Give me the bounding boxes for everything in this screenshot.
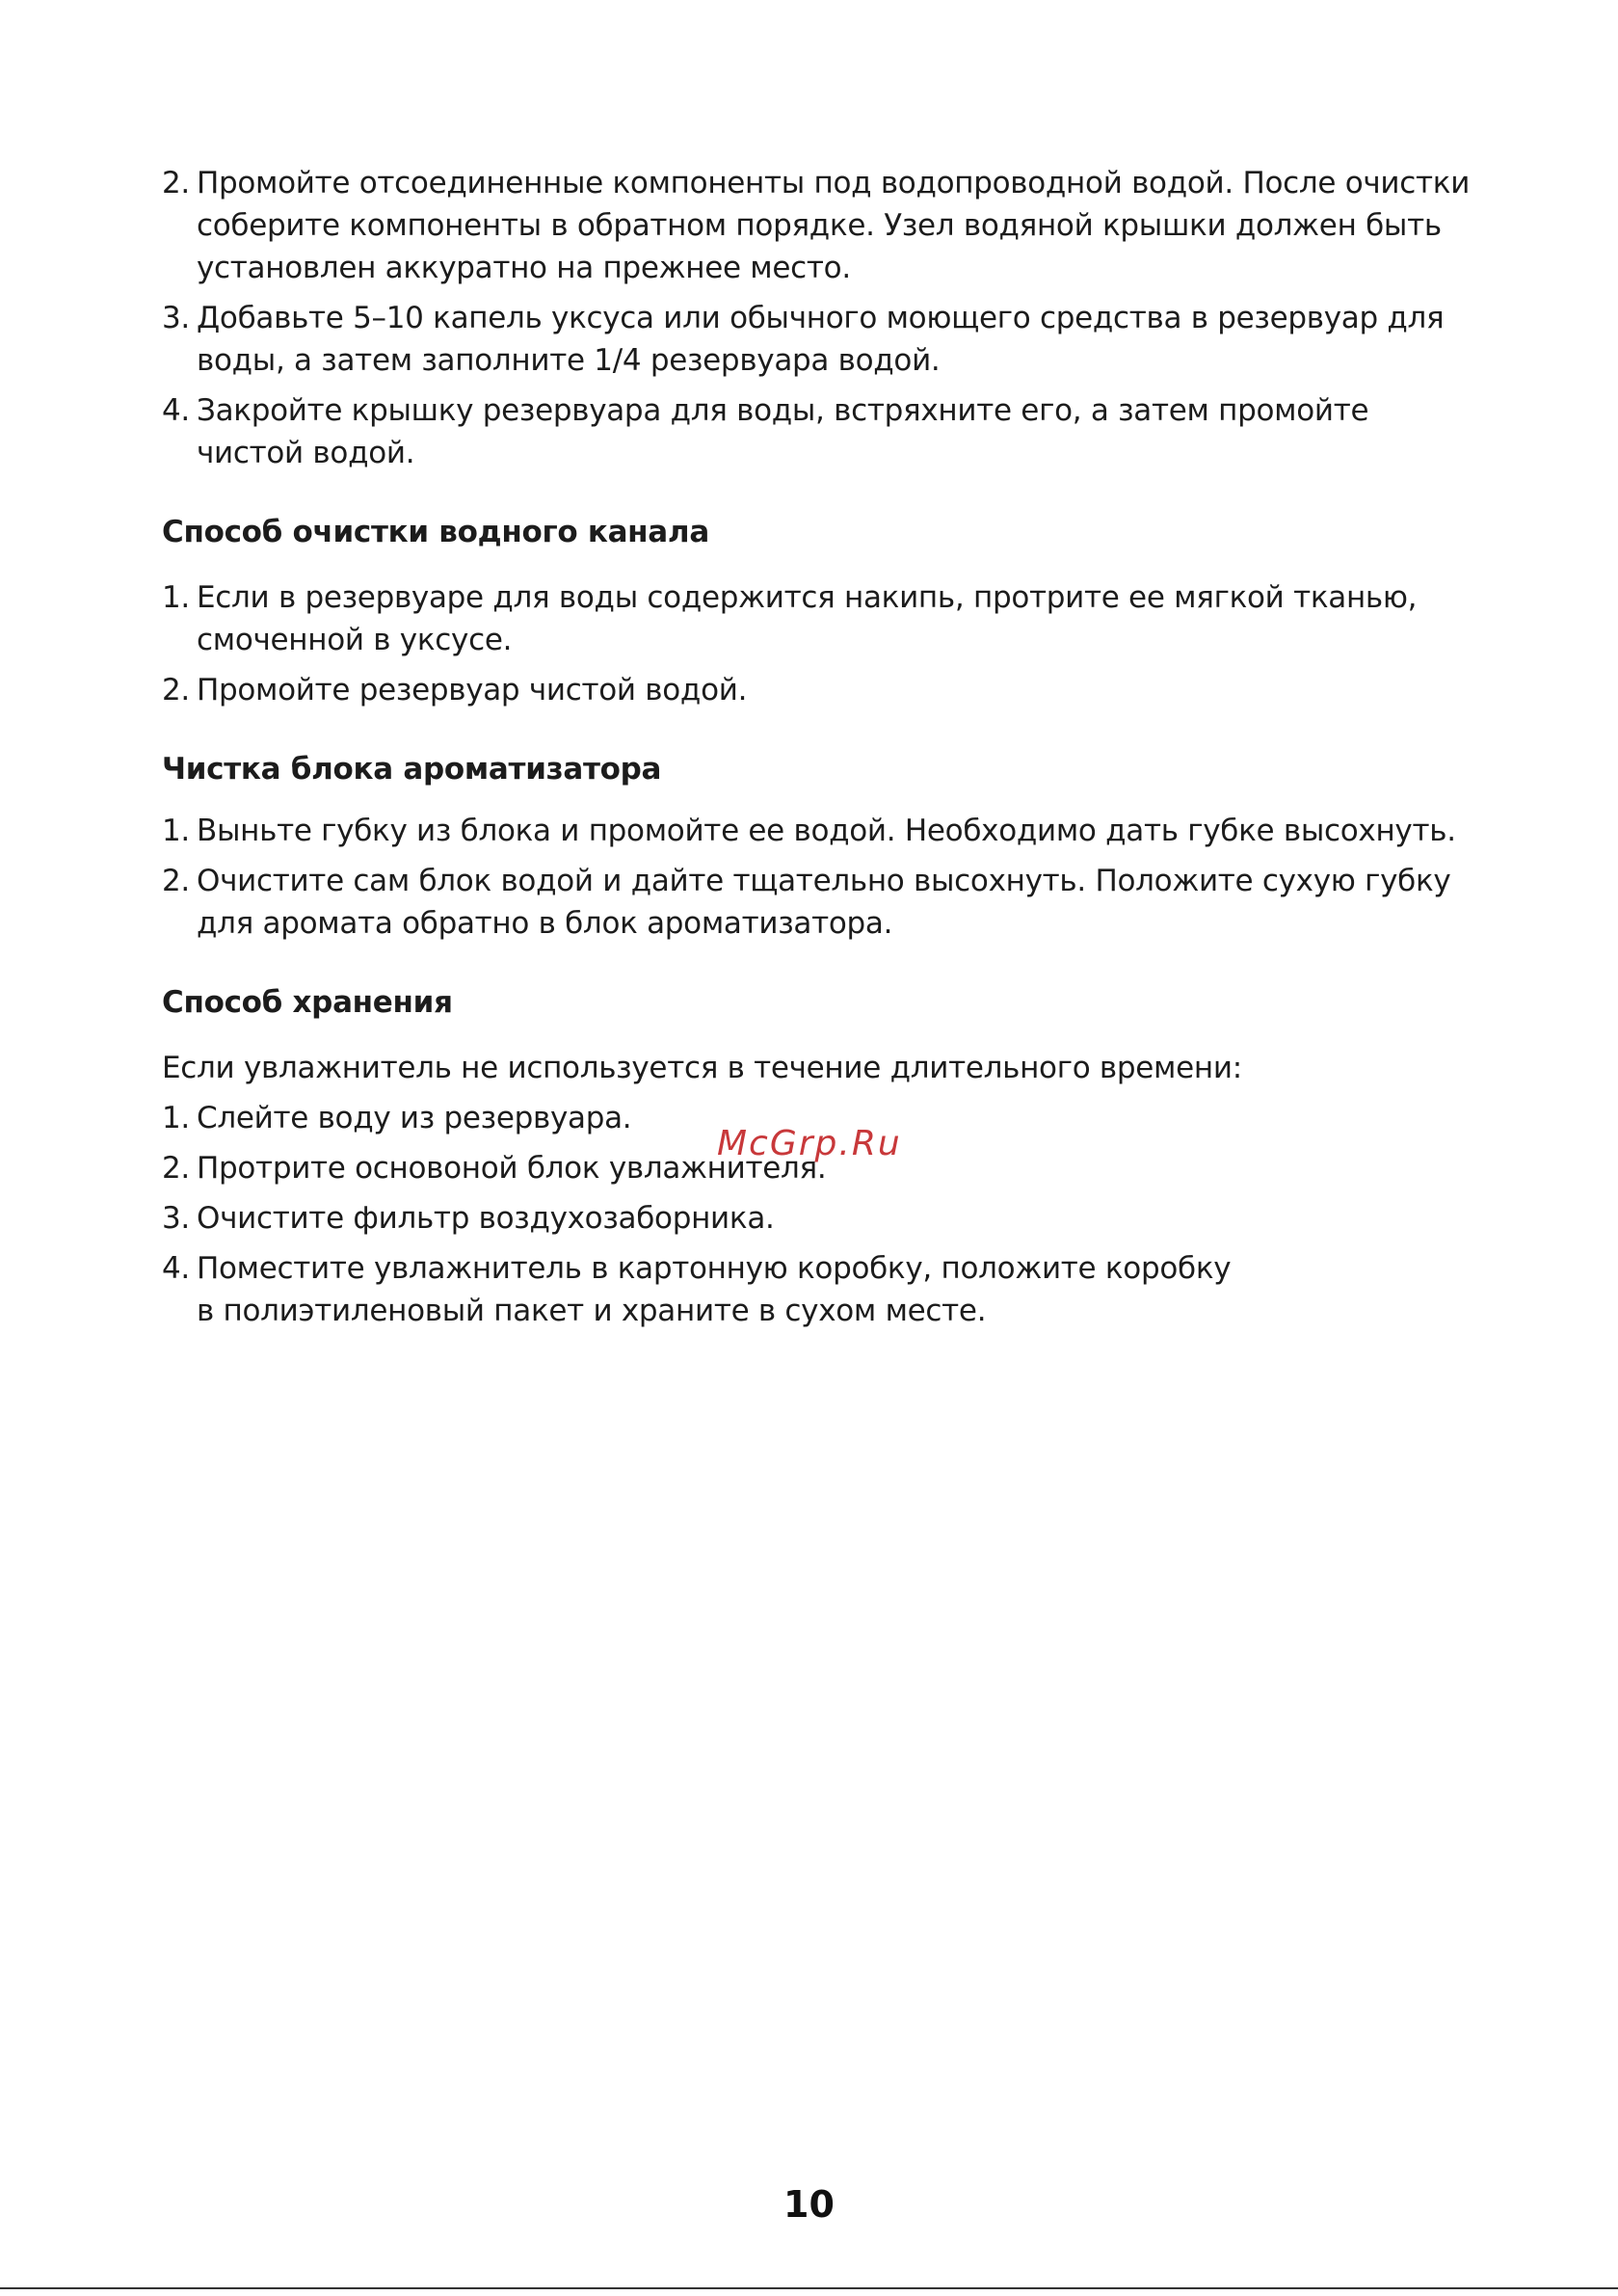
list-item-number: 2. — [162, 1151, 190, 1186]
list-item-number: 2. — [162, 673, 190, 707]
bottom-divider — [0, 2287, 1618, 2289]
water-channel-steps-list — [162, 576, 1472, 711]
list-item-text: Промойте отсоединенные компоненты под водопроводной водой. После очистки соберите компоненты в обратном порядке. Узел водяной крышки должен быть установлен аккуратно на прежнее место. — [197, 166, 1471, 285]
list-item — [162, 576, 1472, 661]
list-item — [162, 810, 1472, 852]
list-item — [162, 669, 1472, 711]
page-number: 10 — [783, 2183, 835, 2226]
watermark: McGrp.Ru — [717, 1124, 902, 1163]
list-item-number: 2. — [162, 864, 190, 898]
list-item-text: Слейте воду из резервуара. — [197, 1101, 632, 1135]
list-item-text: Очистите фильтр воздухозаборника. — [197, 1201, 775, 1236]
list-item-text: Закройте крышку резервуара для воды, встряхните его, а затем промойте чистой водой. — [197, 393, 1369, 470]
list-item — [162, 162, 1472, 289]
list-item-number: 4. — [162, 393, 190, 428]
list-item-text: Промойте резервуар чистой водой. — [197, 673, 748, 707]
list-item-text: Очистите сам блок водой и дайте тщательно высохнуть. Положите сухую губку для аромата обратно в блок ароматизатора. — [197, 864, 1451, 941]
list-item-number: 1. — [162, 814, 190, 848]
list-item — [162, 389, 1472, 474]
list-item-text: Протрите основоной блок увлажнителя. — [197, 1151, 827, 1186]
list-item-text: Если в резервуаре для воды содержится накипь, протрите ее мягкой тканью, смоченной в уксусе. — [197, 580, 1418, 657]
storage-intro: Если увлажнитель не используется в течение длительного времени: — [162, 1051, 1242, 1085]
list-item-number: 4. — [162, 1251, 190, 1286]
list-item-text: Добавьте 5–10 капель уксуса или обычного моющего средства в резервуар для воды, а затем заполните 1/4 резервуара водой. — [197, 301, 1445, 378]
list-item-text: Выньте губку из блока и промойте ее водой. Необходимо дать губке высохнуть. — [197, 814, 1456, 848]
section-heading-storage: Способ хранения — [162, 985, 453, 1020]
section-heading-aroma-block: Чистка блока ароматизатора — [162, 752, 662, 787]
section-heading-water-channel: Способ очистки водного канала — [162, 515, 709, 549]
list-item-number: 1. — [162, 580, 190, 615]
aroma-block-steps-list — [162, 810, 1472, 945]
list-item — [162, 297, 1472, 382]
list-item-number: 2. — [162, 166, 190, 200]
list-item — [162, 860, 1472, 945]
cleaning-steps-list — [162, 162, 1472, 474]
list-item-number: 3. — [162, 301, 190, 335]
list-item-text: Поместите увлажнитель в картонную коробку, положите коробку в полиэтиленовый пакет и храните в сухом месте. — [197, 1251, 1232, 1328]
list-item-number: 1. — [162, 1101, 190, 1135]
list-item-number: 3. — [162, 1201, 190, 1236]
list-item — [162, 1197, 1472, 1240]
list-item — [162, 1247, 1237, 1332]
